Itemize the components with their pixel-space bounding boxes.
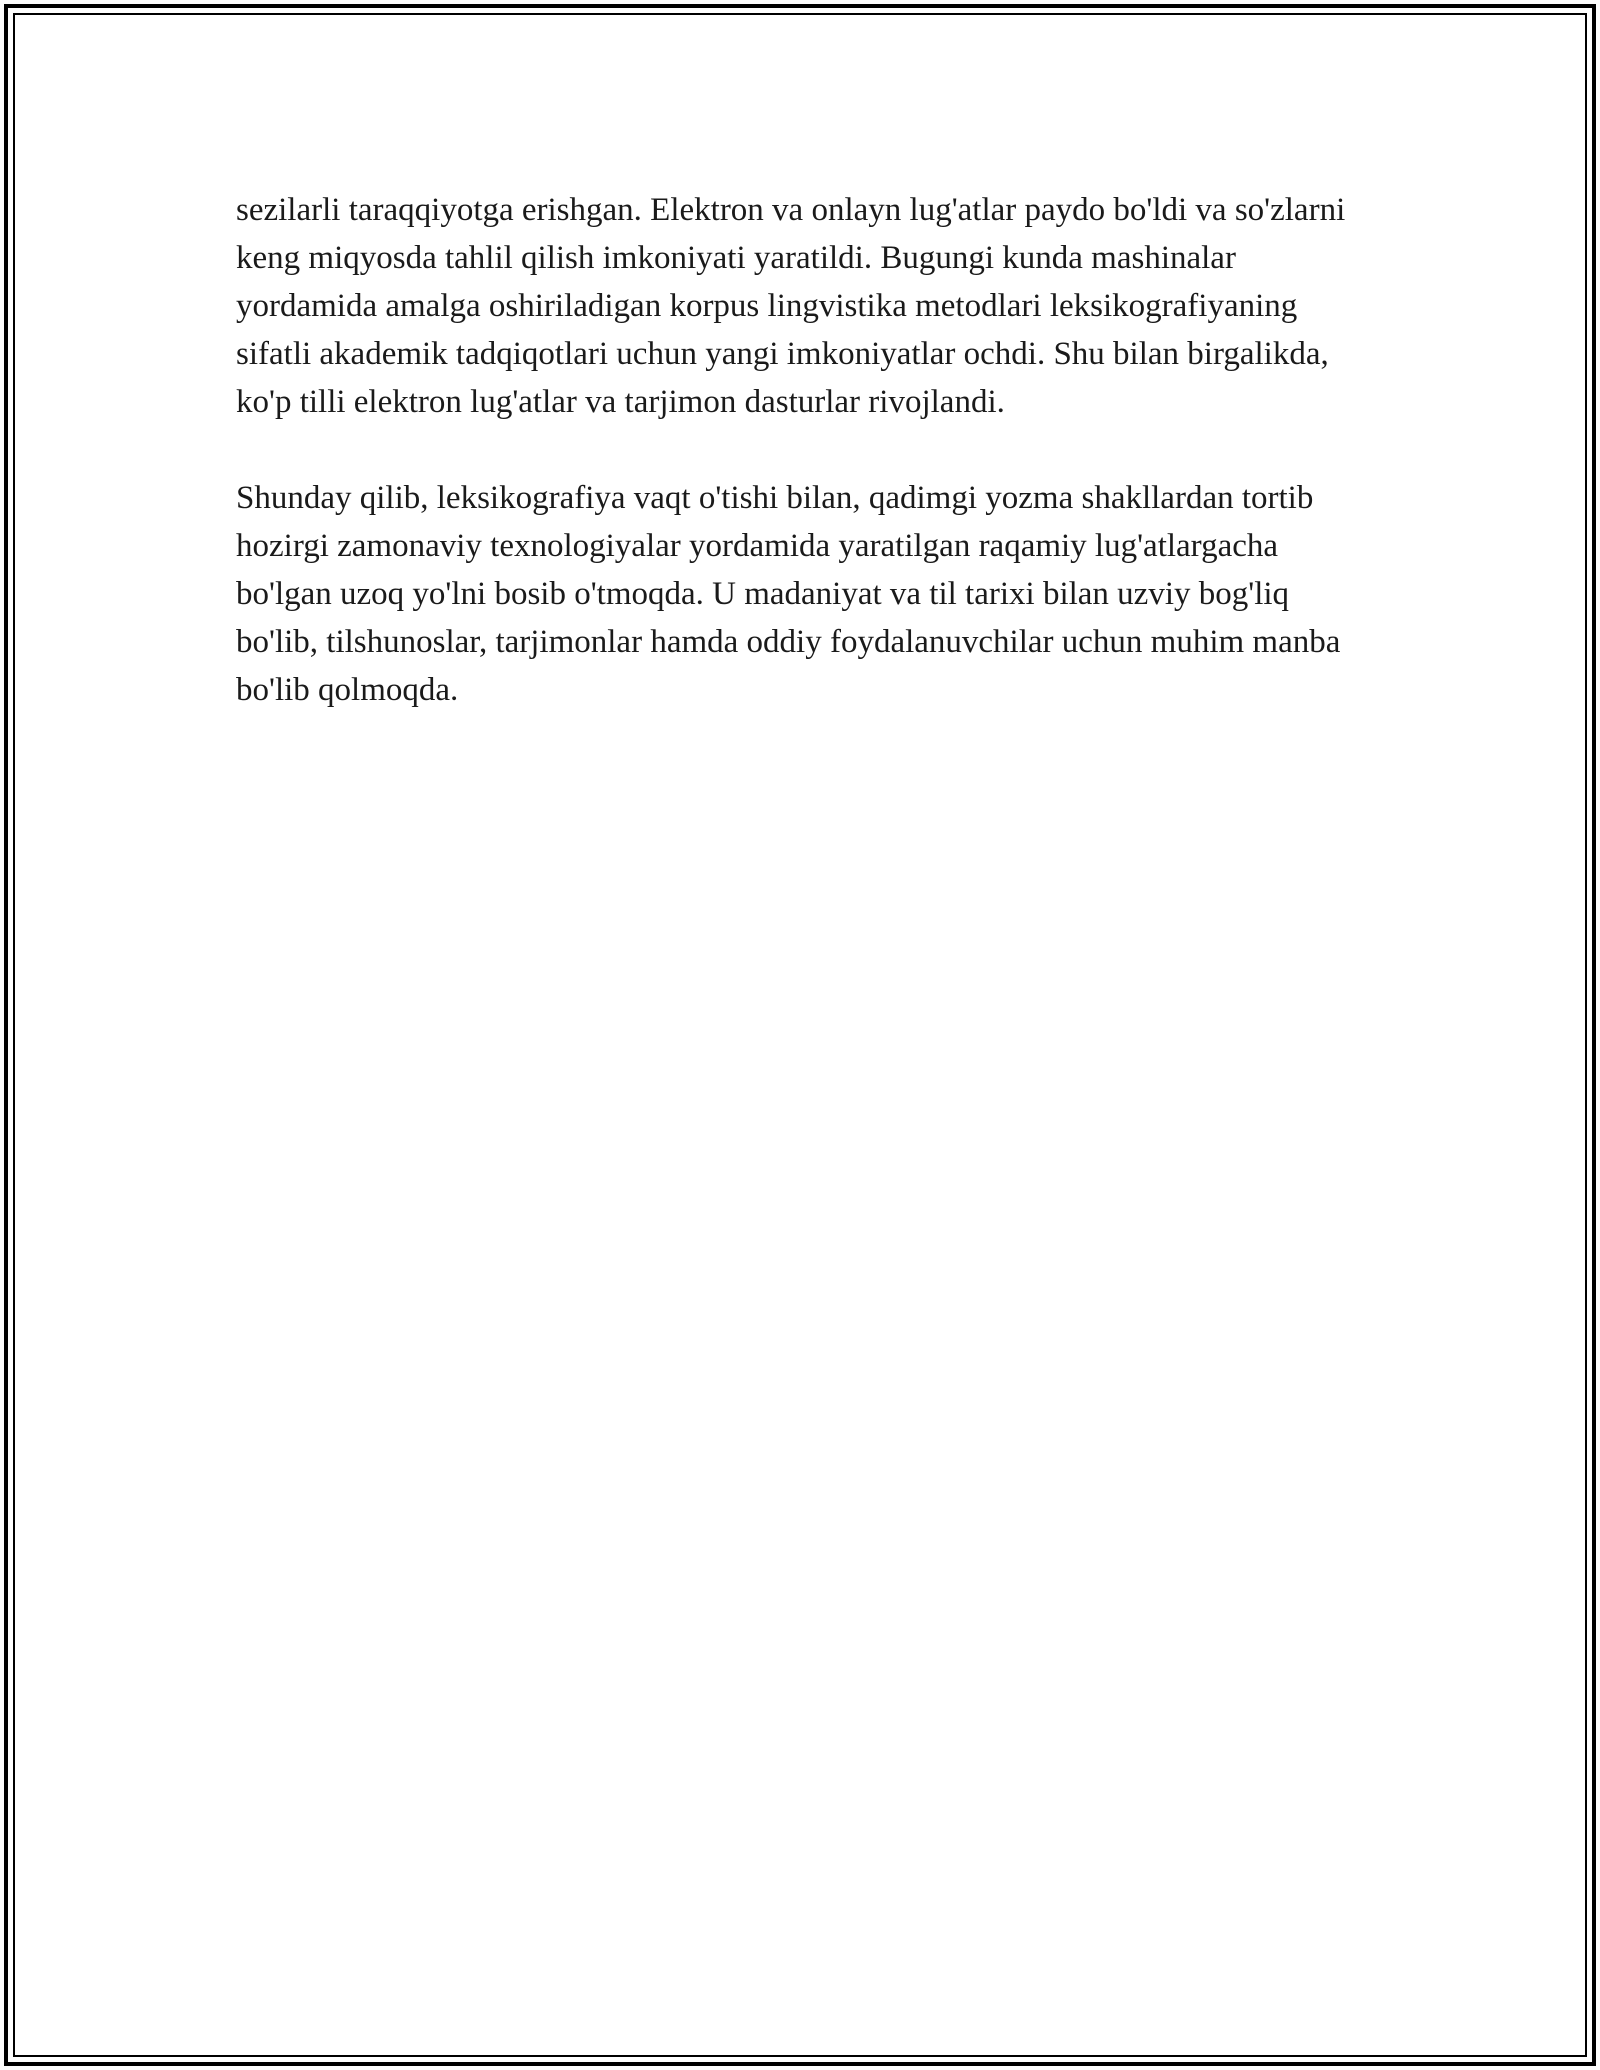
document-body xyxy=(236,186,1366,762)
paragraph-1: sezilarli taraqqiyotga erishgan. Elektron va onlayn lug'atlar paydo bo'ldi va so'zlarni keng miqyosda tahlil qilish imkoniyati yaratildi. Bugungi kunda mashinalar yordamida amalga oshiriladigan korpus lingvistika metodlari leksikografiyaning sifatli akademik tadqiqotlari uchun yangi imkoniyatlar ochdi. Shu bilan birgalikda, ko'p tilli elektron lug'atlar va tarjimon dasturlar rivojlandi. xyxy=(236,192,1346,420)
paragraph-2: Shunday qilib, leksikografiya vaqt o'tishi bilan, qadimgi yozma shakllardan tortib hozirgi zamonaviy texnologiyalar yordamida yaratilgan raqamiy lug'atlargacha bo'lgan uzoq yo'lni bosib o'tmoqda. U madaniyat va til tarixi bilan uzviy bog'liq bo'lib, tilshunoslar, tarjimonlar hamda oddiy foydalanuvchilar uchun muhim manba bo'lib qolmoqda. xyxy=(236,480,1341,708)
